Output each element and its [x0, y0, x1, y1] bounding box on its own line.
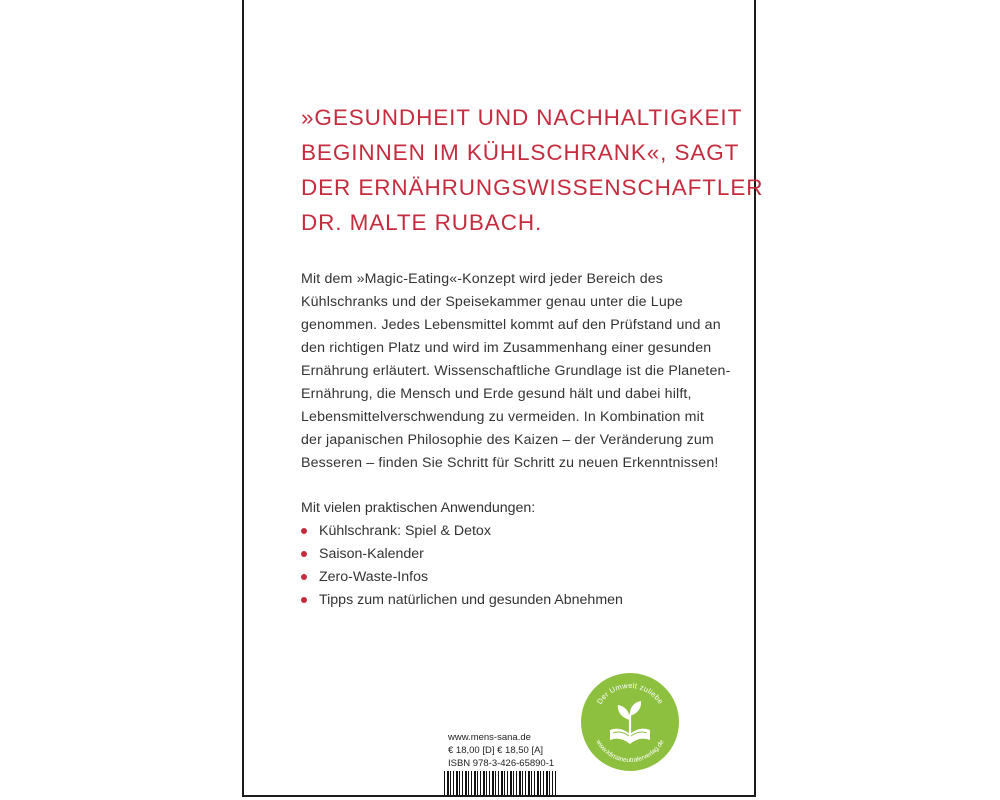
blurb-line: genommen. Jedes Lebensmittel kommt auf den Prüfstand und an — [301, 317, 721, 333]
blurb-line: den richtigen Platz und wird im Zusammenhang einer gesunden — [301, 340, 712, 356]
headline-line: »GESUNDHEIT UND NACHHALTIGKEIT — [301, 105, 743, 130]
list-item — [301, 566, 623, 589]
headline-line: DR. MALTE RUBACH. — [301, 210, 543, 235]
feature-label: Tipps zum natürlichen und gesunden Abnehmen — [319, 592, 623, 608]
seal-bottom-text: www.klimaneutralerverlag.de — [594, 738, 666, 765]
headline-line: BEGINNEN IM KÜHLSCHRANK«, SAGT — [301, 140, 740, 165]
bullet-icon — [301, 597, 307, 603]
list-item — [301, 589, 623, 612]
bullet-icon — [301, 551, 307, 557]
website-text: www.mens-sana.de — [448, 732, 531, 743]
seal-top-text: Der Umwelt zuliebe — [594, 680, 666, 706]
blurb-line: Ernährung, die Mensch und Erde gesund hält und dabei hilft, — [301, 386, 692, 402]
climate-neutral-seal-icon — [580, 672, 680, 772]
blurb-line: Besseren – finden Sie Schritt für Schritt zu neuen Erkenntnissen! — [301, 455, 719, 471]
bullet-icon — [301, 574, 307, 580]
feature-label: Saison-Kalender — [319, 546, 424, 562]
list-item — [301, 543, 623, 566]
blurb-paragraph — [301, 268, 741, 475]
feature-label: Kühlschrank: Spiel & Detox — [319, 523, 491, 539]
list-item — [301, 520, 623, 543]
blurb-line: Mit dem »Magic-Eating«-Konzept wird jeder Bereich des — [301, 271, 664, 287]
bullet-icon — [301, 528, 307, 534]
price-text: € 18,00 [D] € 18,50 [A] — [448, 745, 544, 756]
book-back-cover — [242, 0, 764, 797]
feature-label: Zero-Waste-Infos — [319, 569, 429, 585]
blurb-line: Ernährung erläutert. Wissenschaftliche Grundlage ist die Planeten- — [301, 363, 731, 379]
blurb-line: Lebensmittelverschwendung zu vermeiden. In Kombination mit — [301, 409, 705, 425]
headline-quote — [301, 100, 764, 240]
blurb-line: der japanischen Philosophie des Kaizen – der Veränderung zum — [301, 432, 714, 448]
barcode-icon — [444, 771, 556, 795]
imprint-block — [448, 731, 558, 770]
features-intro: Mit vielen praktischen Anwendungen: — [301, 500, 536, 516]
blurb-line: Kühlschranks und der Speisekammer genau unter die Lupe — [301, 294, 683, 310]
features-list — [301, 520, 623, 612]
headline-line: DER ERNÄHRUNGSWISSENSCHAFTLER — [301, 175, 764, 200]
isbn-text: ISBN 978-3-426-65890-1 — [448, 758, 555, 769]
